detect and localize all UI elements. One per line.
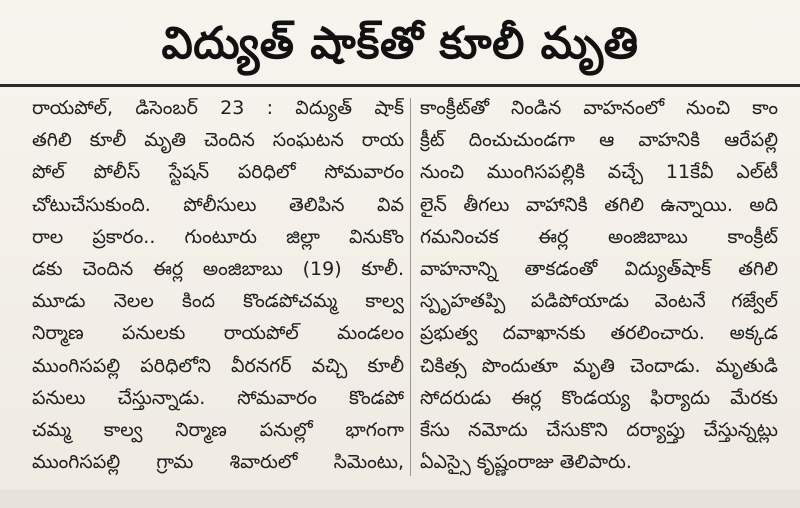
text-line: తగిలి కూలీ మృతి చెందిన సంఘటన రాయ (32, 129, 404, 152)
bottom-margin (0, 490, 800, 508)
text-line: ముంగిసపల్లి గ్రామ శివారులో సిమెంటు, (32, 451, 404, 474)
text-line: ప్రభుత్వ దవాఖానకు తరలించారు. అక్కడ (420, 322, 778, 345)
text-line: ముంగిసపల్లి పరిధిలోని వీరనగర్ వచ్చి కూలీ (32, 354, 404, 377)
text-line: పోల్ పోలీస్ స్టేషన్ పరిధిలో సోమవారం (32, 161, 404, 184)
article-column-left (32, 92, 404, 478)
text-line: చోటుచేసుకుంది. పోలీసులు తెలిపిన వివ (32, 193, 404, 216)
article-column-right (420, 92, 778, 478)
headline: విద్యుత్ షాక్‌తో కూలీ మృతి (161, 18, 639, 69)
text-line: చికిత్స పొందుతూ మృతి చెందాడు. మృతుడి (420, 354, 778, 377)
text-line: పనులు చేస్తున్నాడు. సోమవారం కొండపో (32, 386, 404, 409)
text-line: గమనించక ఈర్ల అంజిబాబు కాంక్రీట్ (420, 225, 778, 248)
text-line: రాల ప్రకారం.. గుంటూరు జిల్లా వినుకొం (32, 225, 404, 248)
text-line: ఏఎస్సై కృష్ణంరాజు తెలిపారు. (420, 451, 632, 474)
text-line: కాంక్రీట్‌తో నిండిన వాహనంలో నుంచి కాం (420, 97, 778, 119)
text-line: రాయపోల్, డిసెంబర్ 23 : విద్యుత్ షాక్ (32, 97, 404, 119)
headline-rule (0, 84, 800, 87)
text-line: నిర్మాణ పనులకు రాయపోల్ మండలం (32, 322, 404, 345)
text-line: చమ్మ కాల్వ నిర్మాణ పనుల్లో భాగంగా (32, 418, 404, 441)
text-line: వాహనాన్ని తాకడంతో విద్యుత్‌షాక్ తగిలి (420, 257, 778, 280)
column-divider (410, 98, 411, 476)
text-line: స్పృహతప్పి పడిపోయాడు వెంటనే గజ్వేల్ (420, 290, 778, 313)
text-line: మూడు నెలల కింద కొండపోచమ్మ కాల్వ (32, 290, 404, 313)
text-line: లైన్ తీగలు వాహానికి తగిలి ఉన్నాయి. అది (420, 193, 778, 216)
text-line: క్రీట్ దించుచుండగా ఆ వాహనికి ఆరేపల్లి (420, 129, 778, 152)
text-line: కేసు నమోదు చేసుకొని దర్యాప్తు చేస్తున్నట్లు (420, 418, 778, 441)
text-line: సోదరుడు ఈర్ల కొండయ్య ఫిర్యాదు మేరకు (420, 386, 778, 409)
text-line: డకు చెందిన ఈర్ల అంజిబాబు (19) కూలీ. (32, 257, 404, 280)
text-line: నుంచి ముంగిసపల్లికి వచ్చే 11కేవీ ఎల్‌టీ (420, 161, 778, 184)
